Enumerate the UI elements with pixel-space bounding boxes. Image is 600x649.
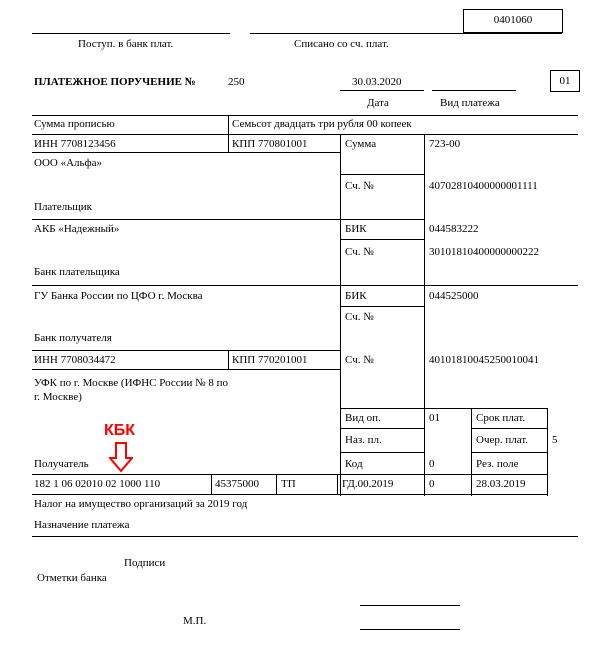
- payee-account-value: 40101810045250010041: [429, 354, 539, 366]
- rule: [32, 152, 340, 153]
- op-type-label: Вид оп.: [345, 412, 381, 424]
- payer-bank-account-label: Сч. №: [345, 246, 374, 258]
- rule: [276, 474, 277, 494]
- rule: [471, 452, 547, 453]
- rule: [32, 350, 340, 351]
- payee-label: Получатель: [34, 458, 89, 470]
- bank-marks-label: Отметки банка: [37, 572, 107, 584]
- payee-kpp: КПП 770201001: [232, 354, 308, 366]
- payment-type-line: [432, 90, 516, 91]
- payer-kpp: КПП 770801001: [232, 138, 308, 150]
- doc-title: ПЛАТЕЖНОЕ ПОРУЧЕНИЕ №: [34, 76, 196, 88]
- signatures-label: Подписи: [124, 557, 166, 569]
- doc-date: 30.03.2020: [352, 76, 402, 88]
- rule: [32, 134, 578, 135]
- received-date-line: [32, 33, 230, 34]
- rule: [32, 494, 548, 495]
- doc-num-value: 0: [429, 478, 435, 490]
- status-code: 01: [559, 75, 571, 87]
- sum-label: Сумма: [345, 138, 377, 150]
- rule: [471, 428, 547, 429]
- signature-line: [360, 629, 460, 630]
- rule: [32, 115, 578, 116]
- date-line: [340, 90, 424, 91]
- payer-bank-name: АКБ «Надежный»: [34, 223, 120, 235]
- debited-date-line: [250, 33, 462, 34]
- sum-value: 723-00: [429, 138, 461, 150]
- payer-label: Плательщик: [34, 201, 92, 213]
- rule: [32, 474, 548, 475]
- rule: [340, 452, 424, 453]
- payee-account-label: Сч. №: [345, 354, 374, 366]
- amount-words-value: Семьсот двадцать три рубля 00 копеек: [232, 118, 412, 130]
- purpose-label: Назначение платежа: [34, 519, 130, 531]
- rule: [547, 408, 548, 496]
- stamp-label: М.П.: [183, 615, 207, 627]
- payee-name-line2: г. Москве): [34, 391, 82, 403]
- rule: [337, 474, 338, 494]
- doc-number: 250: [228, 76, 245, 88]
- payer-bank-label: Банк плательщика: [34, 266, 120, 278]
- rule: [32, 536, 578, 537]
- down-arrow-icon: [109, 442, 133, 472]
- rule: [340, 174, 424, 175]
- rule: [340, 134, 341, 408]
- purpose-type-label: Наз. пл.: [345, 434, 382, 446]
- rule: [32, 369, 340, 370]
- basis-value: ТП: [281, 478, 296, 490]
- rule: [340, 306, 424, 307]
- signature-line: [360, 605, 460, 606]
- rule: [340, 408, 548, 409]
- payer-bank-account-value: 30101810400000000222: [429, 246, 539, 258]
- rule: [228, 350, 229, 369]
- payer-bank-bik-value: 044583222: [429, 223, 479, 235]
- payment-type-label: Вид платежа: [440, 97, 500, 109]
- payer-name: ООО «Альфа»: [34, 157, 103, 169]
- rule: [340, 239, 424, 240]
- payer-bank-bik-label: БИК: [345, 223, 367, 235]
- rule: [228, 115, 229, 134]
- purpose-text: Налог на имущество организаций за 2019 год: [34, 498, 248, 510]
- payee-bank-label: Банк получателя: [34, 332, 112, 344]
- code-label: Код: [345, 458, 363, 470]
- rule: [424, 134, 425, 496]
- payer-account-value: 40702810400000001111: [429, 180, 538, 192]
- form-code: 0401060: [493, 14, 533, 26]
- payer-inn: ИНН 7708123456: [34, 138, 116, 150]
- rule: [32, 219, 424, 220]
- date-label: Дата: [367, 97, 389, 109]
- op-type-value: 01: [429, 412, 440, 424]
- code-value: 0: [429, 458, 435, 470]
- rule: [32, 285, 578, 286]
- amount-words-label: Сумма прописью: [34, 118, 115, 130]
- payee-inn: ИНН 7708034472: [34, 354, 116, 366]
- payee-bank-bik-label: БИК: [345, 290, 367, 302]
- reserve-label: Рез. поле: [476, 458, 519, 470]
- due-label: Срок плат.: [476, 412, 526, 424]
- payee-bank-name: ГУ Банка России по ЦФО г. Москва: [34, 290, 203, 302]
- kbk-annotation: КБК: [104, 422, 136, 439]
- rule: [228, 134, 229, 152]
- debited-label: Списано со сч. плат.: [294, 38, 389, 50]
- kbk-value: 182 1 06 02010 02 1000 110: [34, 478, 161, 490]
- order-value: 5: [552, 434, 558, 446]
- oktmo-value: 45375000: [215, 478, 259, 490]
- debited-date-line-tail: [462, 33, 562, 34]
- payee-bank-bik-value: 044525000: [429, 290, 479, 302]
- rule: [211, 474, 212, 494]
- rule: [340, 428, 424, 429]
- payee-bank-account-label: Сч. №: [345, 311, 374, 323]
- payee-name-line1: УФК по г. Москве (ИФНС России № 8 по: [34, 377, 229, 389]
- payer-account-label: Сч. №: [345, 180, 374, 192]
- doc-date-value: 28.03.2019: [476, 478, 526, 490]
- order-label: Очер. плат.: [476, 434, 529, 446]
- period-value: ГД.00.2019: [342, 478, 394, 490]
- received-label: Поступ. в банк плат.: [78, 38, 174, 50]
